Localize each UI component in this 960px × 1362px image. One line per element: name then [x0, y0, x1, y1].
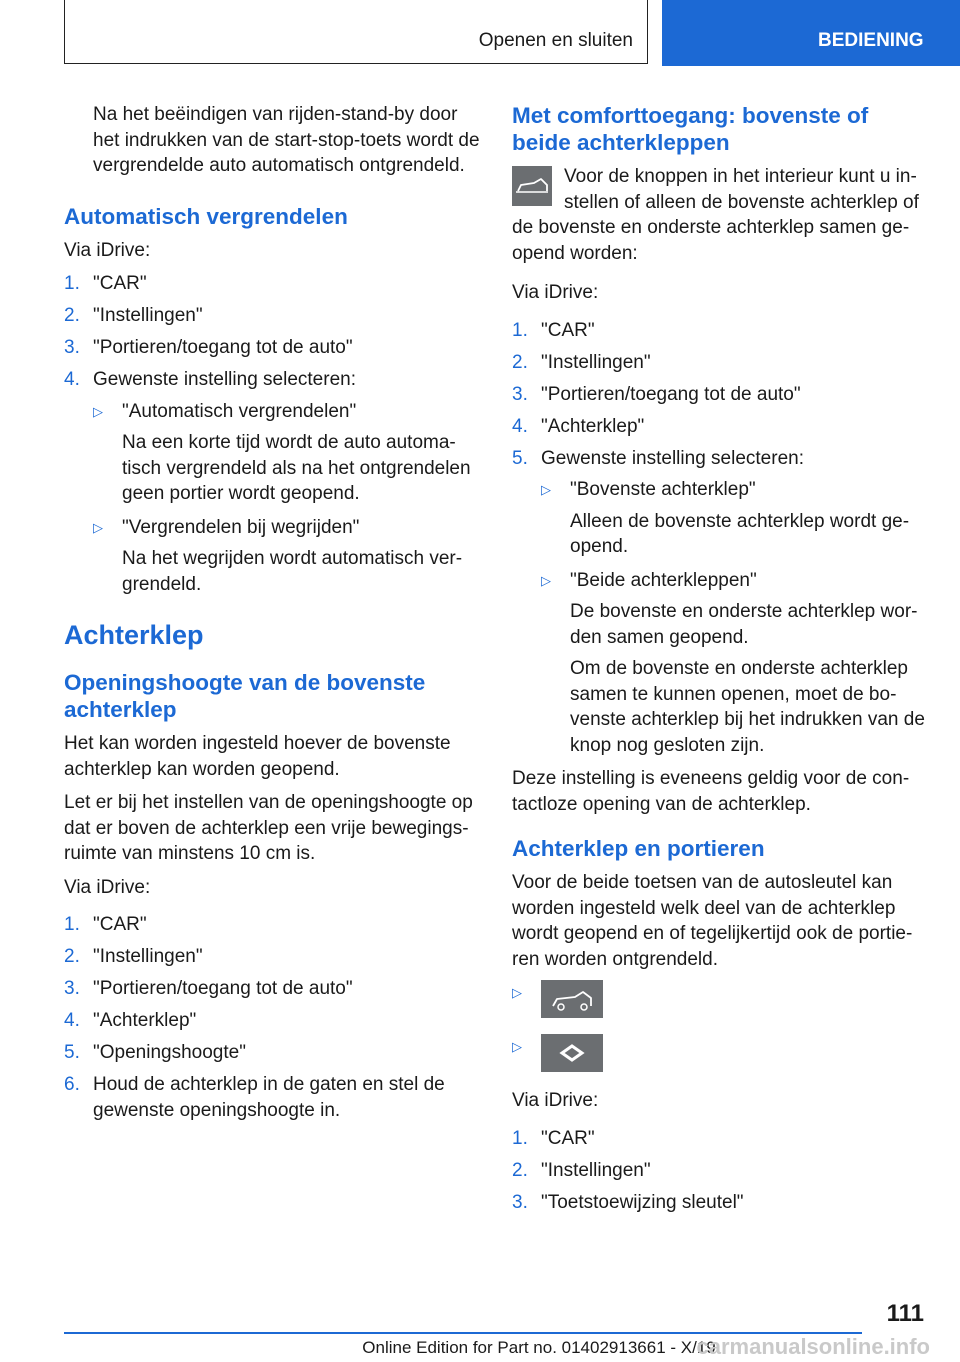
tailgate-doors-heading: Achterklep en portieren [512, 836, 765, 861]
car-tailgate-icon [541, 980, 603, 1018]
key-assign-steps [512, 1126, 932, 1216]
list-item: 3. "Toetstoewijzing sleutel" [512, 1191, 744, 1213]
watermark: carmanualsonline.info [696, 1334, 930, 1359]
list-item: 6. Houd de achterklep in de gaten en stel de gewenste openingshoogte in. [64, 1074, 445, 1121]
via-idrive-label: Via iDrive: [64, 239, 151, 261]
triangle-bullet-icon: ▷ [512, 985, 522, 1000]
option-item: ▷ "Automatisch vergrendelen" Na een korte tijd wordt de auto automatisch vergrendeld als na het ontgrendelen geen portier wordt geopend. [93, 400, 471, 504]
list-item: 3. "Portieren/toegang tot de auto" [64, 978, 353, 999]
page-header [0, 0, 960, 66]
option-list [541, 477, 932, 758]
key-unlock-icon [541, 1034, 603, 1072]
list-item: 5. Gewenste instelling selecteren: ▷ "Bovenste achterklep" Alleen de bovenste achterklep wordt geopend. ▷ "Beide achterkleppen" De bovenste en onderste achterklep worden samen geopend. Om de bovenste en onderste achterklep samen te kunnen openen, moet de bovenste achterklep bij het indrukken van de knop nog gesloten zijn. [512, 446, 932, 759]
triangle-bullet-icon: ▷ [512, 1039, 522, 1054]
list-item: 1. "CAR" [64, 914, 147, 935]
triangle-bullet-icon: ▷ [93, 519, 103, 535]
car-tailgate-icon [512, 166, 552, 206]
paragraph: Let er bij het instellen van de openingshoogte op dat er boven de achterklep een vrije bewegingsruimte van minstens 10 cm is. [64, 792, 473, 864]
comfort-steps [512, 318, 932, 759]
icon-option-item [512, 980, 932, 1020]
list-item: 2. "Instellingen" [64, 305, 203, 326]
paragraph: Voor de beide toetsen van de autosleutel kan worden ingesteld welk deel van de achterklep wordt geopend en of tegelijkertijd ook de portieren worden ontgrendeld. [512, 872, 913, 970]
list-item: 2. "Instellingen" [64, 946, 203, 967]
icon-option-item [512, 1034, 932, 1074]
section-tab [64, 0, 648, 64]
chapter-tab: BEDIENING [662, 0, 960, 66]
triangle-bullet-icon: ▷ [541, 482, 551, 497]
list-item: 1. "CAR" [64, 273, 147, 294]
comfort-intro: Voor de knoppen in het interieur kunt u instellen of alleen de bovenste achterklep of de bovenste en onderste achterklep samen geopend worden: [512, 166, 919, 264]
list-item: 4. "Achterklep" [512, 415, 645, 437]
triangle-bullet-icon: ▷ [541, 572, 551, 588]
option-item: ▷ "Bovenste achterklep" Alleen de bovenste achterklep wordt geopend. [541, 479, 910, 557]
via-idrive-label: Via iDrive: [64, 876, 151, 898]
tailgate-heading: Achterklep [64, 620, 204, 650]
list-item: 3. "Portieren/toegang tot de auto" [512, 383, 801, 405]
auto-lock-steps [64, 271, 480, 597]
paragraph: Deze instelling is eveneens geldig voor de contactloze opening van de achterklep. [512, 768, 910, 815]
comfort-access-heading: Met comforttoegang: bovenste of beide achterkleppen [512, 103, 869, 155]
list-item: 1. "CAR" [512, 319, 595, 341]
opening-height-steps [64, 912, 480, 1123]
option-item: ▷ "Vergrendelen bij wegrijden" Na het wegrijden wordt automatisch vergrendeld. [93, 516, 463, 595]
list-item: 3. "Portieren/toegang tot de auto" [64, 337, 353, 358]
intro-paragraph: Na het beëindigen van rijden-stand-by door het indrukken van de start-stop-toets wordt de vergrendelde auto automatisch ontgrendeld. [93, 104, 480, 176]
list-item: 4. "Achterklep" [64, 1010, 197, 1031]
opening-height-heading: Openingshoogte van de bovenste achterklep [64, 670, 426, 722]
right-column [512, 102, 932, 1222]
paragraph: Het kan worden ingesteld hoever de bovenste achterklep kan worden geopend. [64, 733, 451, 780]
list-item: 2. "Instellingen" [512, 1159, 651, 1181]
via-idrive-label: Via iDrive: [512, 1090, 599, 1111]
option-list [93, 399, 480, 598]
list-item: 4. Gewenste instelling selecteren: ▷ "Automatisch vergrendelen" Na een korte tijd wordt de auto automatisch vergrendeld als na het ontgrendelen geen portier wordt geopend. ▷ "Vergrendelen bij wegrijden" Na het wegrijden wordt automatisch vergrendeld. [64, 367, 480, 597]
section-title: Openen en sluiten [478, 30, 633, 51]
auto-lock-heading: Automatisch vergrendelen [64, 203, 348, 229]
list-item: 1. "CAR" [512, 1127, 595, 1149]
via-idrive-label: Via iDrive: [512, 282, 599, 303]
edition-footer: Online Edition for Part no. 01402913661 - X/19 [362, 1338, 716, 1357]
list-item: 2. "Instellingen" [512, 351, 651, 373]
page-number: 111 [886, 1300, 924, 1327]
option-item: ▷ "Beide achterkleppen" De bovenste en onderste achterklep worden samen geopend. Om de bovenste en onderste achterklep samen te kunnen openen, moet de bovenste achterklep bij het indrukken van de knop nog gesloten zijn. [541, 569, 925, 756]
triangle-bullet-icon: ▷ [93, 403, 103, 419]
list-item: 5. "Openingshoogte" [64, 1042, 246, 1063]
left-column [64, 102, 480, 1130]
